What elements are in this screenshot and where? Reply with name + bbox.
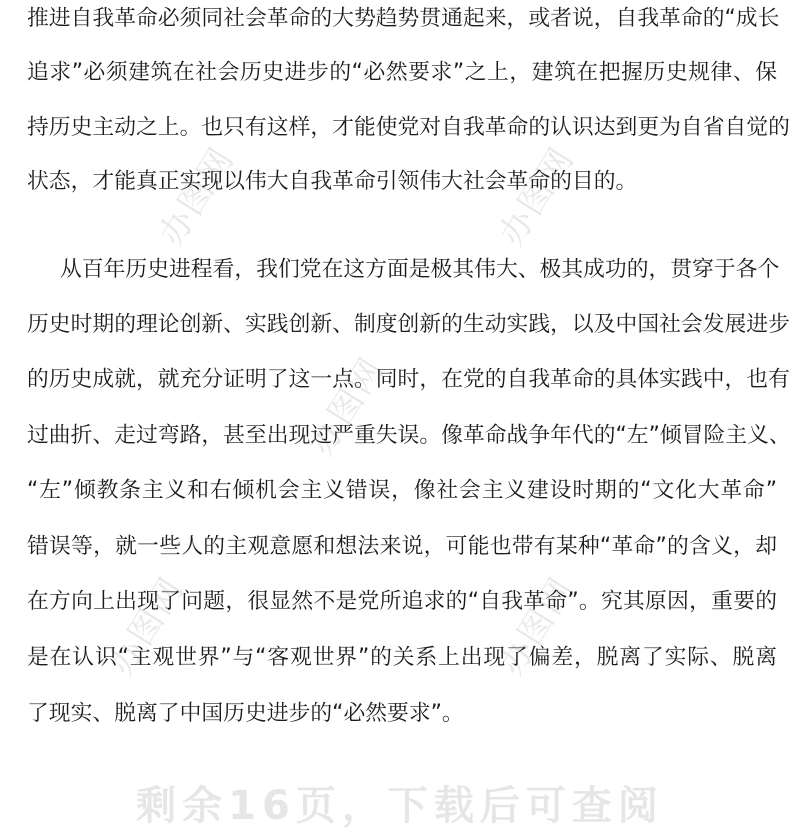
paragraph-1-line: 追求”必须建筑在社会历史进步的“必然要求”之上，建筑在把握历史规律、保 bbox=[27, 60, 777, 85]
watermark: 办图网 bbox=[151, 139, 243, 253]
paragraph-2-line: 从百年历史进程看，我们党在这方面是极其伟大、极其成功的，贯穿于各个 bbox=[60, 257, 780, 282]
paragraph-1-line: 状态，才能真正实现以伟大自我革命引领伟大社会革命的目的。 bbox=[27, 169, 638, 194]
paragraph-2-line: “左”倾教条主义和右倾机会主义错误，像社会主义建设时期的“文化大革命” bbox=[27, 478, 777, 503]
watermark: 办图网 bbox=[491, 569, 583, 683]
watermark: 办图网 bbox=[491, 139, 583, 253]
paragraph-2-line: 是在认识“主观世界”与“客观世界”的关系上出现了偏差，脱离了实际、脱离 bbox=[27, 645, 777, 670]
paragraph-2-line: 了现实、脱离了中国历史进步的“必然要求”。 bbox=[27, 701, 464, 726]
paragraph-2-line: 过曲折、走过弯路，甚至出现过严重失误。像革命战争年代的“左”倾冒险主义、 bbox=[27, 423, 791, 448]
remaining-pages-banner: 剩余16页，下载后可查阅 bbox=[136, 783, 664, 829]
watermark: 办图网 bbox=[301, 349, 393, 463]
paragraph-2-line: 错误等，就一些人的主观意愿和想法来说，可能也带有某种“革命”的含义，却 bbox=[27, 534, 777, 559]
watermark: 办图网 bbox=[101, 569, 193, 683]
paragraph-2-line: 历史时期的理论创新、实践创新、制度创新的生动实践，以及中国社会发展进步 bbox=[27, 312, 790, 337]
paragraph-2-line: 在方向上出现了问题，很显然不是党所追求的“自我革命”。究其原因，重要的 bbox=[27, 589, 777, 614]
paragraph-2-line: 的历史成就，就充分证明了这一点。同时，在党的自我革命的具体实践中，也有 bbox=[27, 367, 790, 392]
paragraph-1-line: 推进自我革命必须同社会革命的大势趋势贯通起来，或者说，自我革命的“成长 bbox=[27, 6, 780, 31]
paragraph-1-line: 持历史主动之上。也只有这样，才能使党对自我革命的认识达到更为自省自觉的 bbox=[27, 115, 790, 140]
